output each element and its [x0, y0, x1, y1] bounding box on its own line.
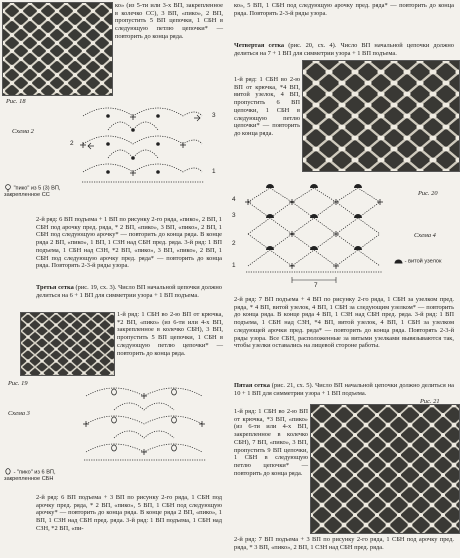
fig20-caption: Рис. 20 — [418, 190, 438, 197]
photo-fig18 — [2, 2, 113, 96]
scheme4-diagram — [240, 182, 390, 288]
scheme3-caption: Схема 3 — [8, 410, 30, 417]
pico-icon — [4, 184, 12, 192]
fourth-net-intro: Четвертая сетка (рис. 20, сх. 4). Число ВП начальной цепочки должно делиться на 7 + 1 ВП для симметрии узора + 1 ВП подъема. — [234, 42, 454, 57]
third-net-row1: 1-й ряд: 1 СБН во 2-ю ВП от крючка, *2 ВП, «пико» (из 6-ти или 4-х ВП, закрепленное в колечко СБН), 3 ВП, пропустить 5 ВП цепочки, 1 СБН в следующую петлю цепочки* — повторить до конца ряда. — [117, 311, 223, 357]
pico-icon — [4, 468, 12, 476]
left-bottom-text: 2-й ряд: 6 ВП подъема + 3 ВП по рисунку 2-го ряда, 1 СБН под арочку пред. ряда, * 2 ВП, «пико», 5 ВП, 1 СБН под следующую арочку* — повторить до конца ряда. В конце ряда 2 ВП, «пико», 1 ВП, 1 СЗН над СБН пред. ряда. 3-й ряд: 1 ВП подъема, 1 СБН над СЗН, *2 ВП, «пи- — [36, 494, 222, 532]
row-number-1-scheme4: 1 — [232, 262, 236, 269]
right-bottom-text: 2-й ряд: 7 ВП подъема + 3 ВП по рисунку 2-го ряда, 1 СБН под арочку пред. ряда, * 3 ВП, «пико», 2 ВП, 1 СЗН над СБН пред. ряда. — [234, 536, 454, 551]
third-net-title: Третья сетка — [36, 284, 74, 291]
fig19-caption: Рис. 19 — [8, 380, 28, 387]
row-number-4: 4 — [232, 196, 236, 203]
knot-icon — [394, 258, 403, 264]
scheme4-caption: Схема 4 — [414, 232, 436, 239]
fourth-net-row1: 1-й ряд: 1 СБН во 2-ю ВП от крючка, *4 ВП, витой узелок, 4 ВП, пропустить 6 ВП цепочки, 1 СБН в следующую петлю цепочки* — повторить до конца ряда. — [234, 76, 300, 137]
repeat-count-label: 7 — [314, 282, 318, 289]
scheme2-caption: Схема 2 — [12, 128, 34, 135]
left-body-mid: 2-й ряд: 6 ВП подъема + 1 ВП по рисунку 2-го ряда, «пико», 2 ВП, 1 СБН под арочку пред. ряда, * 2 ВП, «пико», 3 ВП, «пико», 2 ВП, 1 СБН под следующую арочку* — повторить до конца ряда. В конце ряда 2 ВП, «пико», 1 ВП, 1 СЗН над СБН пред. ряда. 3-й ряд: 1 ВП подъема, 1 СБН над СЗН, *2 ВП, «пико», 3 ВП, «пико», 2 ВП, 1 СБН под следующую арочку пред. ряда* — повторить до конца ряда. Повторять 2-3-й ряды узора. — [36, 216, 222, 270]
legend-pico-scheme2: "пико" из 5 (3) ВП, закрепленное СС — [4, 185, 61, 199]
fig18-caption: Рис. 18 — [6, 98, 26, 105]
right-top-text: ко», 5 ВП, 1 СБН под следующую арочку пред. ряда* — повторить до конца ряда. Повторять 2-3-й ряды узора. — [234, 2, 454, 17]
fourth-net-title: Четвертая сетка — [234, 42, 285, 49]
legend-pico-scheme3: - "пико" из 6 ВП, закрепленное СБН — [4, 469, 56, 483]
photo-fig19 — [20, 312, 115, 376]
photo-fig20 — [302, 60, 460, 172]
right-body-mid: 2-й ряд: 7 ВП подъема + 4 ВП по рисунку 2-го ряда, 1 СБН за узелком пред. ряда, * 4 ВП, витой узелок, 4 ВП, 1 СБН за следующим узелком* — повторить до конца ряда. В конце ряда 4 ВП, 1 СЗН над СБН пред. ряда. 3-й ряд: 1 ВП подъема, 1 СБН над СЗН, *4 ВП, витой узелок, 4 ВП, 1 СБН за узелком следующей арочки пред. ряда* — повторить до конца ряда. Повторять 2-3-й ряды узора. Все СБН, расположенные за витыми узелками вывязываются так, чтобы узелки оставались на лицевой стороне работы. — [234, 296, 454, 350]
row-number-2-scheme4: 2 — [232, 240, 236, 247]
scheme2-diagram — [78, 104, 210, 190]
fig21-caption: Рис. 21 — [420, 398, 440, 405]
third-net-intro: Третья сетка (рис. 19, сх. 3). Число ВП начальной цепочки должно делиться на 6 + 1 ВП для симметрии узора + 1 ВП подъема. — [36, 284, 222, 299]
fifth-net-intro: Пятая сетка (рис. 21, сх. 5). Число ВП начальной цепочки должно делиться на 10 + 1 ВП для симметрии узора + 1 ВП подъема. — [234, 382, 454, 397]
legend-knot: - витой узелок — [394, 258, 460, 265]
photo-fig21 — [310, 404, 460, 534]
row-number-1: 1 — [212, 168, 216, 175]
row-number-2: 2 — [70, 140, 74, 147]
fifth-net-row1: 1-й ряд: 1 СБН во 2-ю ВП от крючка, *3 ВП, «пико» (из 6-ти или 4-х ВП, закрепленное в колечко СБН), 7 ВП, «пико», 3 ВП, пропустить 9 ВП цепочки, 1 СБН в следующую петлю цепочки* — повторить до конца ряда. — [234, 408, 308, 477]
fifth-net-title: Пятая сетка — [234, 382, 270, 389]
scheme3-diagram — [80, 384, 210, 468]
row-number-3: 3 — [212, 112, 216, 119]
left-top-text: ко» (из 5-ти или 3-х ВП, закрепленное в колечко СС), 3 ВП, «пико», 2 ВП, пропустить 5 ВП цепочки, 1 СБН в следующую петлю цепочки* — повторить до конца ряда. — [115, 2, 223, 40]
row-number-3-scheme4: 3 — [232, 212, 236, 219]
